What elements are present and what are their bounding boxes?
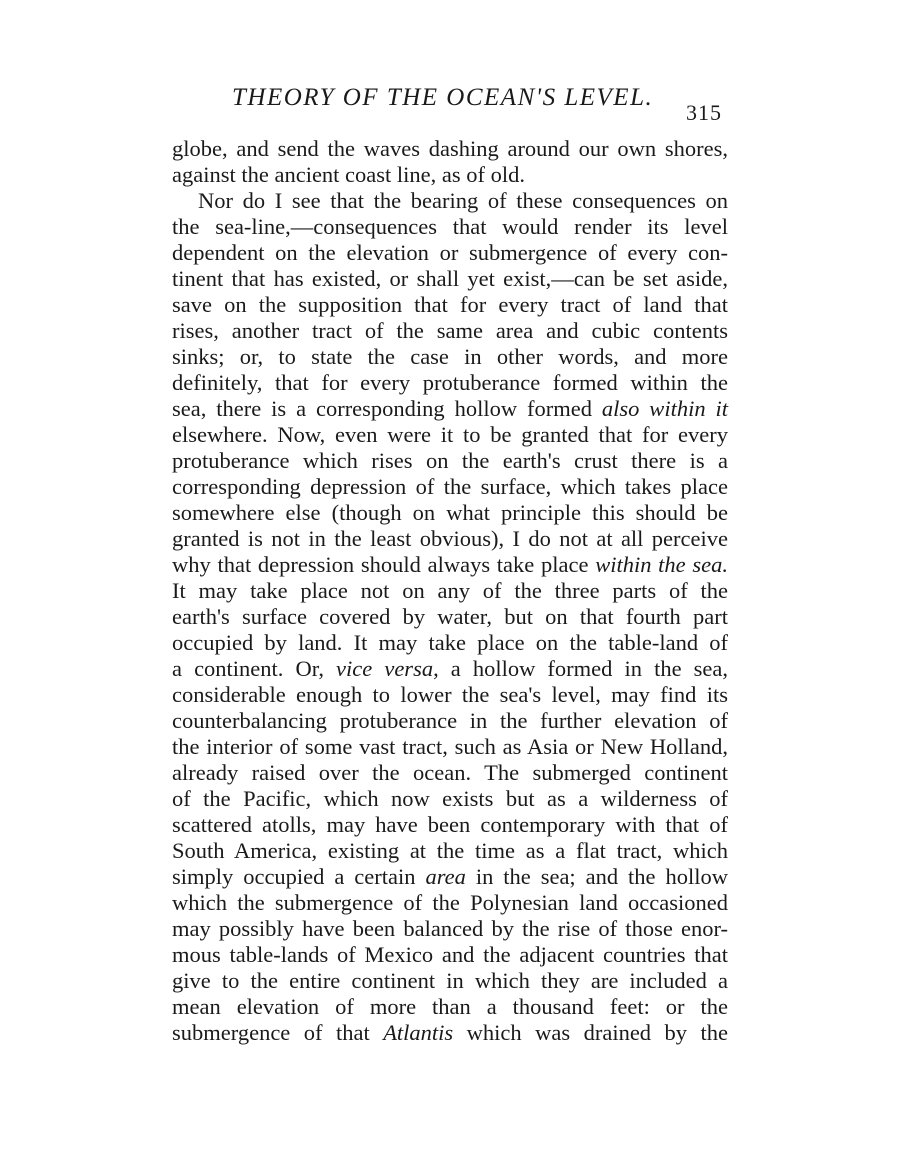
text-line [172,578,728,604]
text-line [172,292,728,318]
text-line [172,760,728,786]
text-line [172,136,728,162]
text-line [172,994,728,1020]
text-line [172,370,728,396]
text-run: dependent on the elevation or submergence of every con- [172,240,728,265]
text-run: mean elevation of more than a thousand feet: or the [172,994,728,1019]
text-run: definitely, that for every protuberance formed within the [172,370,728,395]
text-line [172,812,728,838]
page-number: 315 [686,100,722,125]
text-line [172,240,728,266]
text-line [172,448,728,474]
text-run: of the Pacific, which now exists but as a wilderness of [172,786,728,811]
text-run: South America, existing at the time as a flat tract, which [172,838,728,863]
text-line [172,396,728,422]
text-line [172,786,728,812]
text-line [172,552,728,578]
text-run: Nor do I see that the bearing of these consequences on [198,188,728,213]
text-run: the interior of some vast tract, such as Asia or New Holland, [172,734,728,759]
text-line [172,1020,728,1046]
text-line [172,838,728,864]
italic-run: also within it [601,396,728,421]
text-run: against the ancient coast line, as of old. [172,162,526,187]
running-head: THEORY OF THE OCEAN'S LEVEL. [232,84,654,111]
text-run: simply occupied a certain [172,864,426,889]
text-run: sea, there is a corresponding hollow formed [172,396,602,421]
text-run: a continent. Or, [172,656,337,681]
text-run: , a hollow formed in the sea, [433,656,728,681]
italic-run: area [425,864,466,889]
text-run: earth's surface covered by water, but on that fourth part [172,604,728,629]
text-line [172,604,728,630]
text-line [172,188,728,214]
text-line [172,500,728,526]
text-run: globe, and send the waves dashing around our own shores, [172,136,728,161]
text-run: rises, another tract of the same area and cubic contents [172,318,728,343]
text-run: tinent that has existed, or shall yet exist,—can be set aside, [172,266,728,291]
text-line [172,708,728,734]
text-run: which was drained by the [453,1020,728,1045]
italic-run: vice versa [336,656,434,681]
text-run: granted is not in the least obvious), I do not at all perceive [172,526,728,551]
text-run: considerable enough to lower the sea's level, may find its [172,682,728,707]
text-run: somewhere else (though on what principle this should be [172,500,728,525]
text-run: sinks; or, to state the case in other words, and more [172,344,728,369]
text-line [172,474,728,500]
text-run: scattered atolls, may have been contemporary with that of [172,812,728,837]
text-line [172,682,728,708]
text-run: protuberance which rises on the earth's crust there is a [172,448,728,473]
text-run: which the submergence of the Polynesian land occasioned [172,890,728,915]
text-run: already raised over the ocean. The submerged continent [172,760,728,785]
text-line [172,942,728,968]
text-run: give to the entire continent in which they are included a [172,968,728,993]
text-run: why that depression should always take place [172,552,596,577]
text-line [172,344,728,370]
text-line [172,630,728,656]
text-line [172,214,728,240]
text-run: mous table-lands of Mexico and the adjacent countries that [172,942,728,967]
text-line [172,864,728,890]
text-line [172,890,728,916]
body-text [172,136,728,1046]
text-run: may possibly have been balanced by the rise of those enor- [172,916,728,941]
text-run: the sea-line,—consequences that would render its level [172,214,728,239]
italic-run: Atlantis [383,1020,454,1045]
text-run: save on the supposition that for every tract of land that [172,292,728,317]
text-run: corresponding depression of the surface, which takes place [172,474,728,499]
text-line [172,968,728,994]
text-run: It may take place not on any of the three parts of the [172,578,728,603]
text-line [172,526,728,552]
text-line [172,734,728,760]
text-line [172,656,728,682]
text-run: counterbalancing protuberance in the further elevation of [172,708,728,733]
text-line [172,916,728,942]
text-run: occupied by land. It may take place on the table-land of [172,630,728,655]
text-run: in the sea; and the hollow [465,864,728,889]
text-run: elsewhere. Now, even were it to be granted that for every [172,422,728,447]
italic-run: within the sea. [595,552,728,577]
text-line [172,318,728,344]
text-run: submergence of that [172,1020,384,1045]
text-line [172,266,728,292]
text-line [172,162,728,188]
text-line [172,422,728,448]
